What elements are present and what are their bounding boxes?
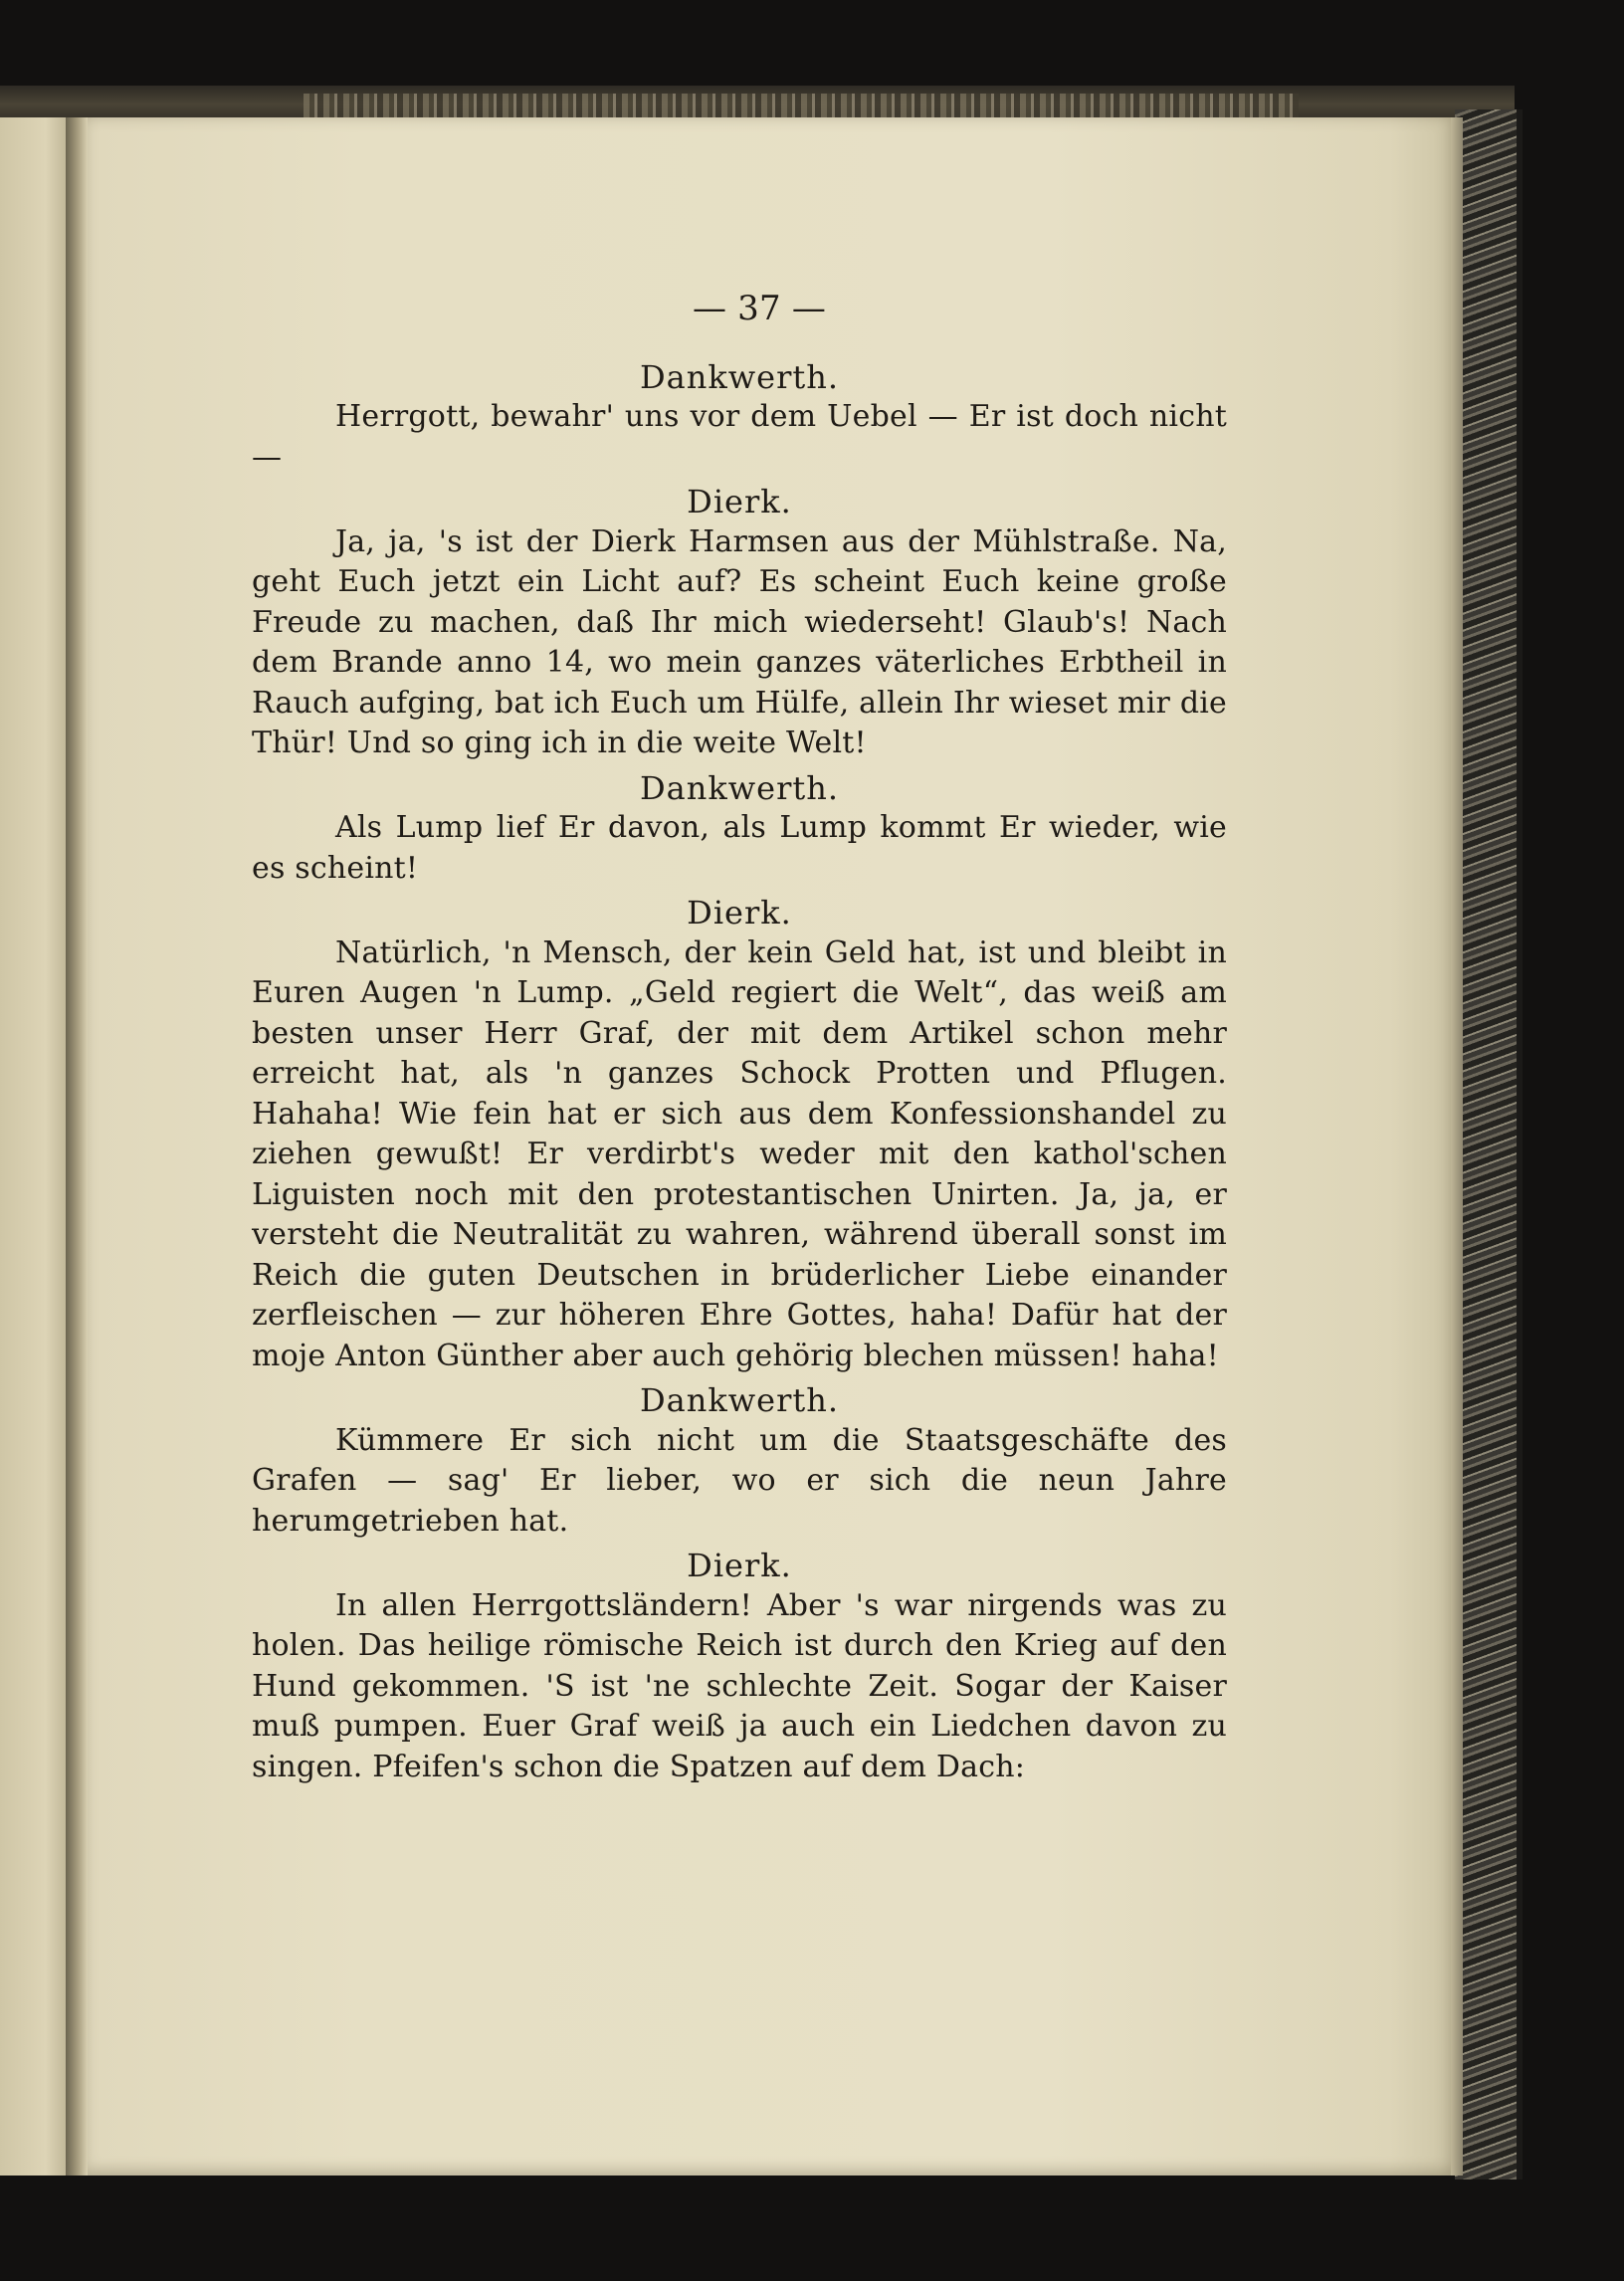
spine-ornament [304, 94, 1299, 117]
dialogue-paragraph: Kümmere Er sich nicht um die Staatsgeschäfte des Grafen — sag' Er lieber, wo er sich die neun Jahre herumgetrieben hat. [252, 1422, 1227, 1539]
speaker-name: Dankwerth. [640, 768, 839, 807]
dialogue-paragraph: Herrgott, bewahr' uns vor dem Uebel — Er ist doch nicht — [252, 399, 1227, 475]
left-page-edge [0, 117, 76, 2176]
page-gutter [66, 117, 88, 2176]
speaker-name: Dierk. [687, 1547, 792, 1584]
speaker-name: Dierk. [687, 894, 792, 932]
speaker-name: Dankwerth. [640, 357, 839, 396]
page-number: — 37 — [692, 289, 827, 328]
marbled-book-edge [1455, 109, 1522, 2179]
dialogue-paragraph: Ja, ja, 's ist der Dierk Harmsen aus der Mühlstraße. Na, geht Euch jetzt ein Licht auf? Es scheint Euch keine große Freude zu machen, daß Ihr mich wiederseht! Glaub's! Nach dem Brande anno 14, wo mein ganzes väterliches Erbtheil in Rauch aufging, bat ich Euch um Hülfe, allein Ihr wieset mir die Thür! Und so ging ich in die weite Welt! [252, 523, 1227, 760]
page-right-edge [1451, 117, 1463, 2176]
dialogue-paragraph: Als Lump lief Er davon, als Lump kommt Er wieder, wie es scheint! [252, 810, 1227, 886]
dialogue-paragraph: Natürlich, 'n Mensch, der kein Geld hat, ist und bleibt in Euren Augen 'n Lump. „Geld regiert die Welt“, das weiß am besten unser Herr Graf, der mit dem Artikel schon mehr erreicht hat, als 'n ganzes Schock Protten und Pflugen. Hahaha! Wie fein hat er sich aus dem Konfessionshandel zu ziehen gewußt! Er verdirbt's weder mit den kathol'schen Liguisten noch mit den protestantischen Unirten. Ja, ja, er versteht die Neutralität zu wahren, während überall sonst im Reich die guten Deutschen in brüderlicher Liebe einander zerfleischen — zur höheren Ehre Gottes, haha! Dafür hat der moje Anton Günther aber auch gehörig blechen müssen! haha! [252, 934, 1227, 1373]
speaker-name: Dierk. [687, 483, 792, 520]
page-text [252, 289, 1227, 1787]
speaker-name: Dankwerth. [640, 1381, 839, 1419]
dialogue-paragraph: In allen Herrgottsländern! Aber 's war nirgends was zu holen. Das heilige römische Reich ist durch den Krieg auf den Hund gekommen. 'S ist 'ne schlechte Zeit. Sogar der Kaiser muß pumpen. Euer Graf weiß ja auch ein Liedchen davon zu singen. Pfeifen's schon die Spatzen auf dem Dach: [252, 1587, 1227, 1784]
